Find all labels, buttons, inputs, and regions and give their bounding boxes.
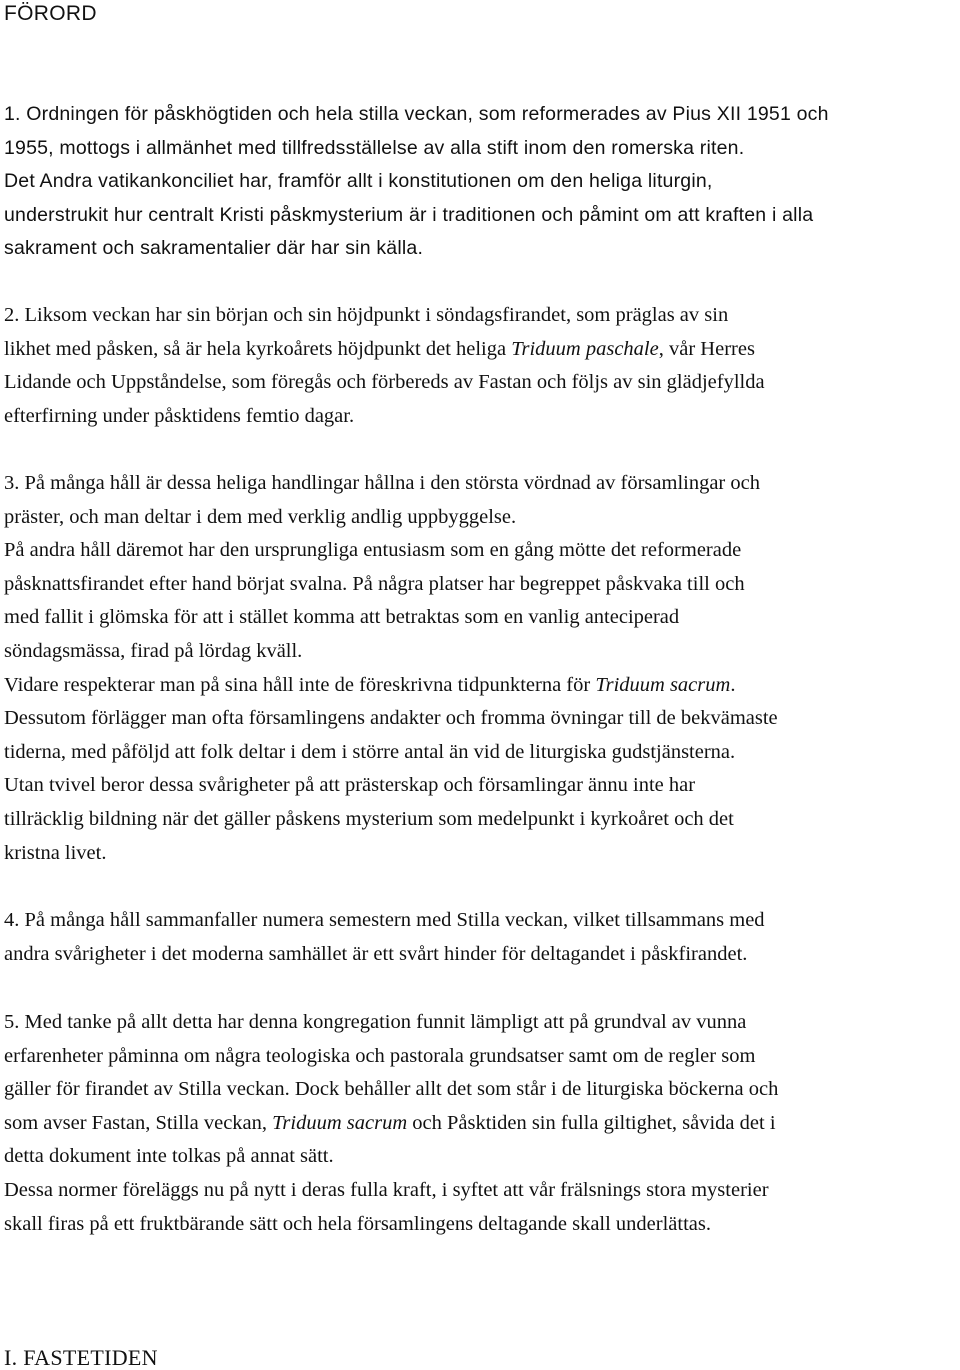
text-line: Utan tvivel beror dessa svårigheter på att prästerskap och församlingar ännu inte har [4, 774, 696, 797]
text-run: . [730, 673, 736, 696]
text-line: sakrament och sakramentalier där har sin källa. [4, 237, 424, 260]
latin-term: Triduum paschale [511, 337, 659, 360]
text-line: 1. Ordningen för påskhögtiden och hela stilla veckan, som reformerades av Pius XII 1951 och [4, 103, 829, 125]
page-heading-forord: FÖRORD [4, 2, 97, 25]
latin-term: Triduum sacrum [272, 1111, 408, 1134]
text-line: tiderna, med påföljd att folk deltar i dem i större antal än vid de liturgiska gudstjänsterna. [4, 740, 736, 763]
text-line: Dessa normer föreläggs nu på nytt i deras fulla kraft, i syftet att vår frälsnings stora mysterier [4, 1178, 769, 1201]
text-line: 5. Med tanke på allt detta har denna kongregation funnit lämpligt att på grundval av vunna [4, 1011, 747, 1033]
text-line: skall firas på ett fruktbärande sätt och hela församlingens deltagande skall underlättas. [4, 1212, 711, 1235]
text-line: erfarenheter påminna om några teologiska och pastorala grundsatser samt om de regler som [4, 1044, 756, 1067]
text-line: 2. Liksom veckan har sin början och sin höjdpunkt i söndagsfirandet, som präglas av sin [4, 304, 729, 326]
text-line: efterfirning under påsktidens femtio dagar. [4, 404, 355, 427]
text-run: likhet med påsken, så är hela kyrkoårets höjdpunkt det heliga [4, 337, 512, 360]
text-line: Det Andra vatikankonciliet har, framför allt i konstitutionen om den heliga liturgin, [4, 170, 713, 193]
text-run: Vidare respekterar man på sina håll inte de föreskrivna tidpunkterna för [4, 673, 596, 696]
text-run: , vår Herres [658, 337, 755, 360]
section-heading-fastetiden: I. FASTETIDEN [4, 1345, 158, 1370]
text-line: präster, och man deltar i dem med verklig andlig uppbyggelse. [4, 505, 517, 528]
text-line: detta dokument inte tolkas på annat sätt. [4, 1145, 334, 1168]
text-line: 3. På många håll är dessa heliga handlingar hållna i den största vördnad av församlingar och [4, 472, 760, 494]
paragraph-2 [4, 299, 956, 433]
paragraph-4 [4, 904, 956, 971]
text-run: som avser Fastan, Stilla veckan, [4, 1111, 273, 1134]
paragraph-3 [4, 467, 956, 870]
latin-term: Triduum sacrum [595, 673, 731, 696]
text-line: gäller för firandet av Stilla veckan. Dock behåller allt det som står i de liturgiska böckerna och [4, 1078, 779, 1101]
text-line: 4. På många håll sammanfaller numera semestern med Stilla veckan, vilket tillsammans med [4, 909, 765, 931]
text-line [4, 669, 956, 703]
text-line: söndagsmässa, firad på lördag kväll. [4, 639, 303, 662]
text-line: Lidande och Uppståndelse, som föregås och förbereds av Fastan och följs av sin glädjefyllda [4, 371, 765, 394]
paragraph-1 [4, 98, 956, 266]
paragraph-5 [4, 1006, 956, 1241]
text-line: kristna livet. [4, 841, 107, 864]
text-line [4, 333, 956, 367]
text-line: andra svårigheter i det moderna samhället är ett svårt hinder för deltagandet i påskfirandet. [4, 942, 748, 965]
text-line: påsknattsfirandet efter hand börjat svalna. På några platser har begreppet påskvaka till och [4, 572, 745, 595]
text-line: Dessutom förlägger man ofta församlingens andakter och fromma övningar till de bekvämaste [4, 707, 778, 730]
text-line: tillräcklig bildning när det gäller påskens mysterium som medelpunkt i kyrkoåret och det [4, 807, 734, 830]
text-run: och Påsktiden sin fulla giltighet, såvida det i [407, 1111, 776, 1134]
text-line: På andra håll däremot har den ursprungliga entusiasm som en gång mötte det reformerade [4, 539, 742, 562]
text-line [4, 1107, 956, 1141]
text-line: 1955, mottogs i allmänhet med tillfredsställelse av alla stift inom den romerska riten. [4, 136, 745, 159]
text-line: med fallit i glömska för att i stället komma att betraktas som en vanlig anteciperad [4, 606, 680, 629]
text-line: understrukit hur centralt Kristi påskmysterium är i traditionen och påmint om att kraften i alla [4, 203, 814, 226]
